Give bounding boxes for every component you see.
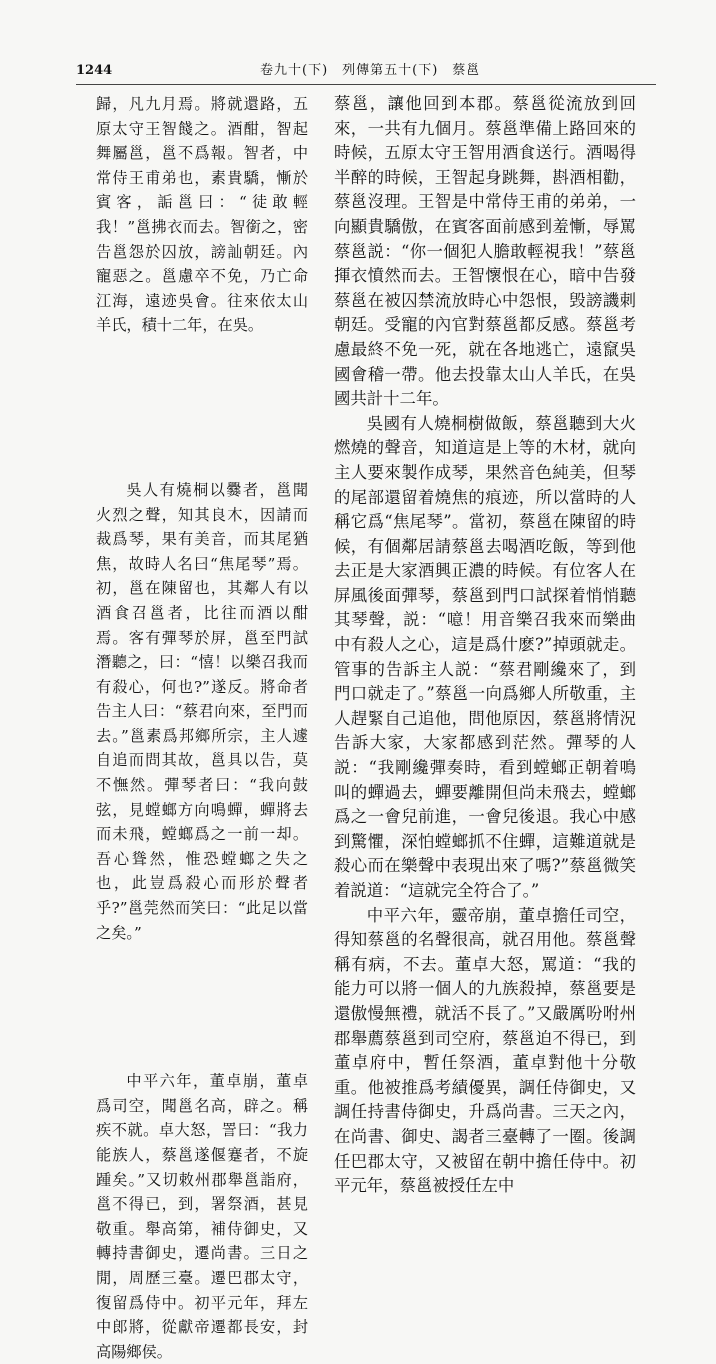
classical-text-column <box>96 92 308 1364</box>
classical-paragraph-3: 中平六年，董卓崩，董卓爲司空，聞邕名高，辟之。稱疾不就。卓大怒，詈曰：“我力能族人，蔡邕遂偃蹇者，不旋踵矣。”又切敕州郡舉邕詣府，邕不得已，到，署祭酒，甚見敬重。舉高第，補侍御史，又轉持書御史，遷尚書。三日之閒，周歷三臺。遷巴郡太守，復留爲侍中。初平元年，拜左中郎將，從獻帝遷都長安，封高陽鄉侯。 <box>96 1072 308 1361</box>
page-number: 1244 <box>76 63 113 78</box>
modern-translation-column <box>334 92 636 1199</box>
running-title: 卷九十(下) 列傳第五十(下) 蔡邕 <box>260 63 481 78</box>
modern-paragraph-1: 蔡邕，讓他回到本郡。蔡邕從流放到回來，一共有九個月。蔡邕準備上路回來的時候，五原太守王智用酒食送行。酒喝得半醉的時候，王智起身跳舞，斟酒相勸，蔡邕沒理。王智是中常侍王甫的弟弟，一向顯貴驕傲，在賓客面前感到羞慚，辱罵蔡邕説：“你一個犯人膽敢輕視我！”蔡邕揮衣憤然而去。王智懷恨在心，暗中告發蔡邕在被囚禁流放時心中怨恨，毁謗譏刺朝廷。受寵的內官對蔡邕都反感。蔡邕考慮最終不免一死，就在各地逃亡，遠竄吳國會稽一帶。他去投靠太山人羊氏，在吳國共計十二年。 <box>334 94 636 409</box>
page-header <box>76 60 656 82</box>
paragraph-gap <box>96 338 308 478</box>
modern-paragraph-3: 中平六年，靈帝崩，董卓擔任司空，得知蔡邕的名聲很高，就召用他。蔡邕聲稱有病，不去。董卓大怒，罵道：“我的能力可以將一個人的九族殺掉，蔡邕要是還傲慢無禮，就活不長了。”又嚴厲吩咐州郡舉薦蔡邕到司空府，蔡邕迫不得已，到董卓府中，暫任祭酒，董卓對他十分敬重。他被推爲考績優異，調任侍御史，又調任持書侍御史，升爲尚書。三天之內，在尚書、御史、謁者三臺轉了一圈。後調任巴郡太守，又被留在朝中擔任侍中。初平元年，蔡邕被授任左中 <box>334 905 636 1196</box>
classical-paragraph-2: 吳人有燒桐以爨者，邕聞火烈之聲，知其良木，因請而裁爲琴，果有美音，而其尾猶焦，故時人名曰“焦尾琴”焉。初，邕在陳留也，其鄰人有以酒食召邕者，比往而酒以酣焉。客有彈琴於屏，邕至門試潛聽之，曰：“憘！以樂召我而有殺心，何也?”遂反。將命者告主人曰：“蔡君向來，至門而去。”邕素爲邦鄉所宗，主人遽自追而問其故，邕具以告，莫不憮然。彈琴者曰：“我向鼓弦，見螳螂方向鳴蟬，蟬將去而未飛，螳螂爲之一前一却。吾心聳然，惟恐螳螂之失之也，此豈爲殺心而形於聲者乎?”邕莞然而笑曰：“此足以當之矣。” <box>96 480 308 942</box>
modern-paragraph-2: 吳國有人燒桐樹做飯，蔡邕聽到大火燃燒的聲音，知道這是上等的木材，就向主人要來製作成琴，果然音色純美，但琴的尾部還留着燒焦的痕迹，所以當時的人稱它爲“焦尾琴”。當初，蔡邕在陳留的時候，有個鄰居請蔡邕去喝酒吃飯，等到他去正是大家酒興正濃的時候。有位客人在屏風後面彈琴，蔡邕到門口試探着悄悄聽其琴聲，説：“噫！用音樂召我來而樂曲中有殺人之心，這是爲什麽?”掉頭就走。管事的告訴主人説：“蔡君剛纔來了，到門口就走了。”蔡邕一向爲鄉人所敬重，主人趕緊自己追他，問他原因，蔡邕將情況告訴大家，大家都感到茫然。彈琴的人説：“我剛纔彈奏時，看到螳螂正朝着鳴叫的蟬過去，蟬要離開但尚未飛去，螳螂爲之一會兒前進，一會兒後退。我心中感到驚懼，深怕螳螂抓不住蟬，這難道就是殺心而在樂聲中表現出來了嗎?”蔡邕微笑着説道：“這就完全符合了。” <box>334 413 636 900</box>
paragraph-gap <box>96 945 308 1069</box>
classical-paragraph-1: 歸，凡九月焉。將就還路，五原太守王智餞之。酒酣，智起舞屬邕，邕不爲報。智者，中常侍王甫弟也，素貴驕，慚於賓客，詬邕曰：“徒敢輕我！”邕拂衣而去。智銜之，密告邕怨於囚放，謗訕朝廷。內寵惡之。邕慮卒不免，乃亡命江海，遠迹吳會。往來依太山羊氏，積十二年，在吳。 <box>96 95 308 335</box>
header-rule <box>76 84 656 85</box>
